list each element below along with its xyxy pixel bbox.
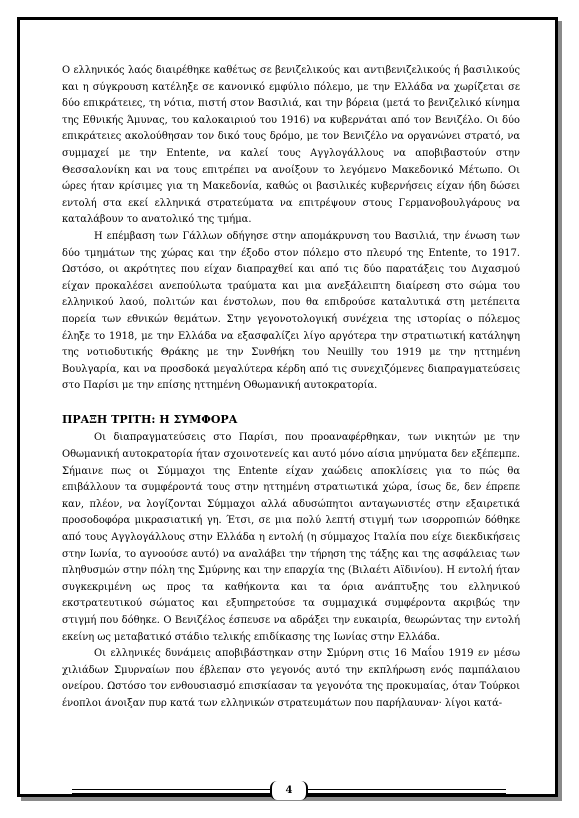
paragraph-4: Οι ελληνικές δυνάμεις αποβιβάστηκαν στην Σμύρνη στις 16 Μαΐου 1919 εν μέσω χιλιάδων Σμυρναίων που έβλεπαν στο γεγονός αυτό την εκπλήρωση ενός παμπάλαιου ονείρου. Ωστόσο τον ενθουσιασμό επισκίασαν τα γεγονότα της προκυμαίας, όταν Τούρκοι ένοπλοι άνοιξαν πυρ κατά των ελληνικών στρατευμάτων που παρήλαυναν· λίγοι κατά- xyxy=(62,648,520,709)
paragraph-2: Η επέμβαση των Γάλλων οδήγησε στην απομάκρυνση του Βασιλιά, την ένωση των δύο τμημάτων της χώρας και την έξοδο στον πόλεμο στο πλευρό της Entente, το 1917. Ωστόσο, οι ακρότητες που είχαν διαπραχθεί και από τις δύο παρατάξεις του Διχασμού είχαν προκαλέσει ανεπούλωτα τραύματα και μια ανεξάλειπτη διαίρεση στο σώμα του ελληνικού λαού, πολιτών και ένστολων, που θα επιδρούσε καταλυτικά στη μετέπειτα πορεία των εθνικών θεμάτων. Στην γεγονοτολογική συνέχεια της ιστορίας ο πόλεμος έληξε το 1918, με την Ελλάδα να εξασφαλίζει λίγο αργότερα την στρατιωτική κατάληψη της νοτιοδυτικής Θράκης με την Συνθήκη του Neuilly του 1919 με την ηττημένη Βουλγαρία, και να προσδοκά μεγαλύτερα κέρδη από τις συνεχιζόμενες διαπραγματεύσεις στο Παρίσι με την επίσης ηττημένη Οθωμανική αυτοκρατορία. xyxy=(62,230,520,392)
section-heading: ΠΡΑΞΗ ΤΡΙΤΗ: Η ΣΥΜΦΟΡΑ xyxy=(62,412,238,426)
paragraph-3: Οι διαπραγματεύσεις στο Παρίσι, που προαναφέρθηκαν, των νικητών με την Οθωμανική αυτοκρατορία ήταν σχοινοτενείς και αυτό μόνο αίσια μηνύματα δεν εξέπεμπε. Σήμαινε πως οι Σύμμαχοι της Entente είχαν χαώδεις αποκλίσεις για το πώς θα επιβάλλουν τα συμφέροντά τους στην ηττημένη στρατιωτικά χώρα, ίσως δε, δεν έπρεπε καν, πλέον, να λογίζονται Σύμμαχοι αλλά αδυσώπητοι ανταγωνιστές στην εξαιρετικά προσοδοφόρα μικρασιατική γη. Έτσι, σε μια πολύ λεπτή στιγμή των ισορροπιών δόθηκε από τους Αγγλογάλλους στην Ελλάδα η εντολή (η σύμμαχος Ιταλία που είχε διεκδικήσεις στην Ιωνία, το αγνοούσε αυτό) να αναλάβει την τήρηση της τάξης και της ασφάλειας των πληθυσμών στην πόλη της Σμύρνης και την επαρχία της (Βιλαέτι Αϊδινίου). Η εντολή ήταν συγκεκριμένη ως προς τα καθήκοντα και τα όρια ανάπτυξης του ελληνικού εκστρατευτικού σώματος και εξυπηρετούσε τα συμμαχικά συμφέροντα ακριβώς την στιγμή που δόθηκε. Ο Βενιζέλος έσπευσε να αδράξει την ευκαιρία, θεωρώντας την εντολή εκείνη ως μεταβατικό στάδιο τελικής επιδίκασης της Ιωνίας στην Ελλάδα. xyxy=(62,432,520,643)
document-body xyxy=(62,63,520,713)
page-number: 4 xyxy=(270,781,308,800)
paragraph-1: Ο ελληνικός λαός διαιρέθηκε καθέτως σε βενιζελικούς και αντιβενιζελικούς ή βασιλικούς και η σύγκρουση κατέληξε σε κανονικό εμφύλιο πόλεμο, με την Ελλάδα να χωρίζεται σε δύο επικράτειες, τη νότια, πιστή στον Βασιλιά, και την βόρεια (μετά το βενιζελικό κίνημα της Εθνικής Άμυνας, του καλοκαιριού του 1916) να κυβερνάται από τον Βενιζέλο. Οι δύο επικράτειες ακολούθησαν τον δικό τους δρόμο, με τον Βενιζέλο να οργανώνει στρατό, να συμμαχεί με την Entente, να καλεί τους Αγγλογάλλους να αποβιβαστούν στην Θεσσαλονίκη και να τους επιτρέπει να ανοίξουν το λεγόμενο Μακεδονικό Μέτωπο. Οι ώρες ήταν κρίσιμες για τη Μακεδονία, καθώς οι βασιλικές κυβερνήσεις είχαν ήδη δώσει εντολή στα εκεί ελληνικά στρατεύματα να επιτρέψουν στους Γερμανοβουλγάρους να καταλάβουν το ανατολικό της τμήμα. xyxy=(62,65,520,226)
